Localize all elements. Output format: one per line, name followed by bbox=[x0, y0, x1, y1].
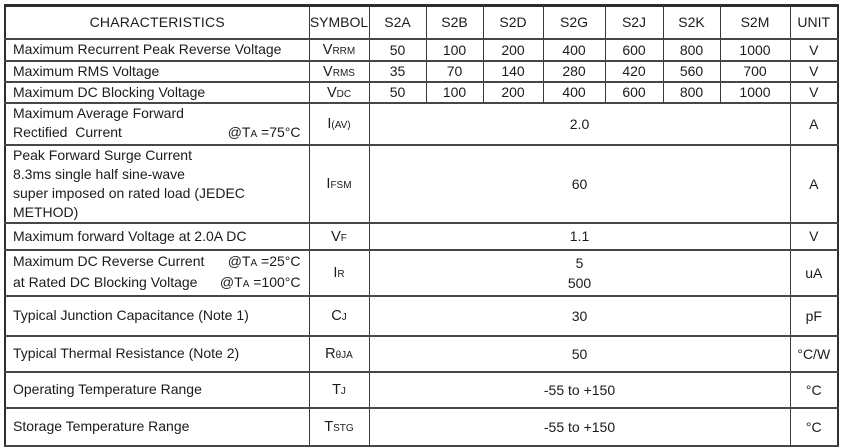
unit-cell: pF bbox=[790, 296, 838, 336]
characteristic-cell bbox=[5, 223, 309, 250]
symbol-subscript: RMS bbox=[332, 67, 355, 79]
value-cell: 50 bbox=[369, 39, 426, 61]
subscript-A: A bbox=[250, 128, 258, 140]
symbol-subscript: (AV) bbox=[331, 120, 351, 131]
symbol-subscript: STG bbox=[333, 423, 354, 434]
value-cell: 35 bbox=[369, 61, 426, 82]
header-cell-s2a: S2A bbox=[369, 6, 426, 39]
symbol-cell bbox=[309, 296, 369, 336]
characteristic-text: at Rated DC Blocking Voltage bbox=[13, 273, 198, 290]
characteristic-text: Rectified Current bbox=[13, 123, 122, 140]
symbol-subscript: DC bbox=[336, 88, 352, 100]
characteristic-line bbox=[6, 252, 309, 273]
unit-cell: V bbox=[790, 39, 838, 61]
symbol-main: R bbox=[325, 346, 336, 362]
value-cell: 420 bbox=[605, 61, 663, 82]
characteristic-cell bbox=[5, 408, 309, 446]
value-cell: 800 bbox=[663, 39, 720, 61]
characteristic-text: Operating Temperature Range bbox=[13, 381, 202, 397]
unit-cell: V bbox=[790, 61, 838, 82]
unit-cell: A bbox=[790, 145, 838, 223]
symbol-cell bbox=[309, 39, 369, 61]
merged-value-line: 2.0 bbox=[569, 115, 590, 132]
header-cell-unit: UNIT bbox=[790, 6, 838, 39]
characteristic-text: Typical Junction Capacitance (Note 1) bbox=[13, 307, 249, 323]
symbol-main: V bbox=[326, 84, 337, 101]
value-cell: 400 bbox=[543, 82, 605, 103]
characteristic-cell bbox=[5, 61, 309, 82]
table-row bbox=[5, 39, 838, 61]
value-cell: 100 bbox=[426, 39, 483, 61]
subscript-A: A bbox=[242, 278, 250, 290]
symbol-main: I bbox=[326, 176, 331, 192]
characteristics-table bbox=[4, 4, 839, 447]
value-cell: 800 bbox=[663, 82, 720, 103]
value-cell: 70 bbox=[426, 61, 483, 82]
characteristic-text: Peak Forward Surge Current bbox=[13, 146, 192, 163]
characteristic-cell bbox=[5, 145, 309, 223]
header-cell-s2m: S2M bbox=[720, 6, 790, 39]
characteristic-line bbox=[6, 344, 309, 363]
merged-value-line: 30 bbox=[571, 307, 588, 324]
merged-value-line: 500 bbox=[567, 274, 592, 291]
table-row bbox=[5, 61, 838, 82]
merged-value-line: 50 bbox=[571, 345, 588, 362]
unit-cell: °C/W bbox=[790, 336, 838, 372]
characteristic-cell bbox=[5, 250, 309, 296]
value-cell: 400 bbox=[543, 39, 605, 61]
characteristic-line bbox=[6, 417, 309, 436]
value-cell: 1000 bbox=[720, 39, 790, 61]
characteristic-cell bbox=[5, 103, 309, 145]
symbol-subscript: FSM bbox=[330, 180, 352, 191]
merged-value-line: -55 to +150 bbox=[543, 418, 616, 435]
value-cell: 200 bbox=[483, 82, 543, 103]
header-cell-s2g: S2G bbox=[543, 6, 605, 39]
characteristic-text: Maximum RMS Voltage bbox=[13, 62, 160, 79]
unit-cell: °C bbox=[790, 408, 838, 446]
symbol-main: T bbox=[332, 382, 341, 398]
value-cell: 600 bbox=[605, 82, 663, 103]
value-cell: 140 bbox=[483, 61, 543, 82]
symbol-subscript: F bbox=[340, 232, 347, 244]
characteristic-cell bbox=[5, 82, 309, 103]
symbol-subscript: θJA bbox=[335, 350, 353, 361]
table-row bbox=[5, 103, 838, 145]
datasheet-page bbox=[0, 4, 841, 435]
unit-cell: V bbox=[790, 82, 838, 103]
symbol-cell bbox=[309, 372, 369, 408]
symbol-main: T bbox=[324, 419, 334, 435]
characteristic-line bbox=[6, 165, 309, 184]
symbol-subscript: R bbox=[337, 269, 345, 280]
test-condition: @TA =75°C bbox=[227, 123, 301, 140]
merged-value-line: -55 to +150 bbox=[543, 381, 616, 398]
merged-value-cell bbox=[369, 145, 790, 223]
merged-value-cell bbox=[369, 223, 790, 250]
characteristic-text: Maximum DC Reverse Current bbox=[13, 252, 205, 269]
value-cell: 200 bbox=[483, 39, 543, 61]
characteristic-line bbox=[6, 273, 309, 294]
value-cell: 600 bbox=[605, 39, 663, 61]
unit-cell: uA bbox=[790, 250, 838, 296]
characteristic-line bbox=[6, 40, 309, 59]
value-cell: 100 bbox=[426, 82, 483, 103]
symbol-main: V bbox=[322, 42, 333, 58]
symbol-cell bbox=[309, 223, 369, 250]
characteristic-cell bbox=[5, 372, 309, 408]
header-cell-symbol: SYMBOL bbox=[309, 6, 369, 39]
table-row bbox=[5, 336, 838, 372]
characteristic-line bbox=[6, 227, 309, 246]
merged-value-cell bbox=[369, 372, 790, 408]
merged-value-cell bbox=[369, 408, 790, 446]
symbol-main: I bbox=[327, 116, 332, 132]
value-cell: 280 bbox=[543, 61, 605, 82]
characteristic-text: Maximum Average Forward bbox=[13, 104, 184, 121]
table-row bbox=[5, 250, 838, 296]
symbol-subscript: RRM bbox=[332, 46, 356, 57]
characteristic-line bbox=[6, 83, 309, 102]
subscript-A: A bbox=[250, 257, 258, 269]
characteristic-line bbox=[6, 306, 309, 325]
characteristic-line bbox=[6, 184, 309, 222]
table-row bbox=[5, 296, 838, 336]
header-cell-s2d: S2D bbox=[483, 6, 543, 39]
value-cell: 1000 bbox=[720, 82, 790, 103]
unit-cell: V bbox=[790, 223, 838, 250]
characteristic-line bbox=[6, 380, 309, 399]
characteristic-line bbox=[6, 146, 309, 165]
table-row bbox=[5, 223, 838, 250]
merged-value-cell bbox=[369, 296, 790, 336]
characteristic-line bbox=[6, 104, 309, 123]
characteristic-line bbox=[6, 123, 309, 144]
merged-value-line: 1.1 bbox=[569, 228, 590, 244]
symbol-cell bbox=[309, 250, 369, 296]
characteristic-text: Maximum forward Voltage at 2.0A DC bbox=[13, 227, 247, 244]
merged-value-line: 60 bbox=[571, 175, 588, 192]
characteristic-cell bbox=[5, 39, 309, 61]
characteristic-text: Storage Temperature Range bbox=[13, 418, 190, 434]
symbol-subscript: J bbox=[341, 312, 347, 323]
table-row bbox=[5, 145, 838, 223]
test-condition: @TA =25°C bbox=[227, 252, 301, 269]
header-cell-s2b: S2B bbox=[426, 6, 483, 39]
merged-value-cell bbox=[369, 336, 790, 372]
symbol-main: V bbox=[323, 63, 333, 80]
test-condition: @TA =100°C bbox=[219, 273, 301, 290]
value-cell: 560 bbox=[663, 61, 720, 82]
characteristic-text: super imposed on rated load (JEDEC METHOD) bbox=[13, 184, 249, 220]
characteristic-text: Typical Thermal Resistance (Note 2) bbox=[13, 345, 240, 361]
symbol-main: V bbox=[331, 228, 341, 245]
characteristic-cell bbox=[5, 336, 309, 372]
header-row bbox=[5, 6, 838, 39]
header-cell-s2k: S2K bbox=[663, 6, 720, 39]
symbol-cell bbox=[309, 103, 369, 145]
characteristic-cell bbox=[5, 296, 309, 336]
header-cell-s2j: S2J bbox=[605, 6, 663, 39]
symbol-cell bbox=[309, 408, 369, 446]
table-header bbox=[5, 6, 838, 39]
symbol-main: C bbox=[331, 308, 342, 324]
symbol-main: I bbox=[333, 265, 338, 281]
header-cell-characteristics: CHARACTERISTICS bbox=[5, 6, 309, 39]
merged-value-cell bbox=[369, 250, 790, 296]
symbol-subscript: J bbox=[340, 386, 346, 397]
characteristic-text: Maximum DC Blocking Voltage bbox=[13, 83, 206, 100]
characteristic-line bbox=[6, 62, 309, 81]
symbol-cell bbox=[309, 82, 369, 103]
table-row bbox=[5, 372, 838, 408]
symbol-cell bbox=[309, 145, 369, 223]
symbol-cell bbox=[309, 336, 369, 372]
characteristic-text: Maximum Recurrent Peak Reverse Voltage bbox=[13, 41, 282, 57]
table-row bbox=[5, 408, 838, 446]
unit-cell: A bbox=[790, 103, 838, 145]
unit-cell: °C bbox=[790, 372, 838, 408]
characteristic-text: 8.3ms single half sine-wave bbox=[13, 165, 185, 182]
value-cell: 50 bbox=[369, 82, 426, 103]
symbol-cell bbox=[309, 61, 369, 82]
table-body bbox=[5, 39, 838, 446]
value-cell: 700 bbox=[720, 61, 790, 82]
merged-value-cell bbox=[369, 103, 790, 145]
table-row bbox=[5, 82, 838, 103]
merged-value-line: 5 bbox=[575, 254, 584, 271]
